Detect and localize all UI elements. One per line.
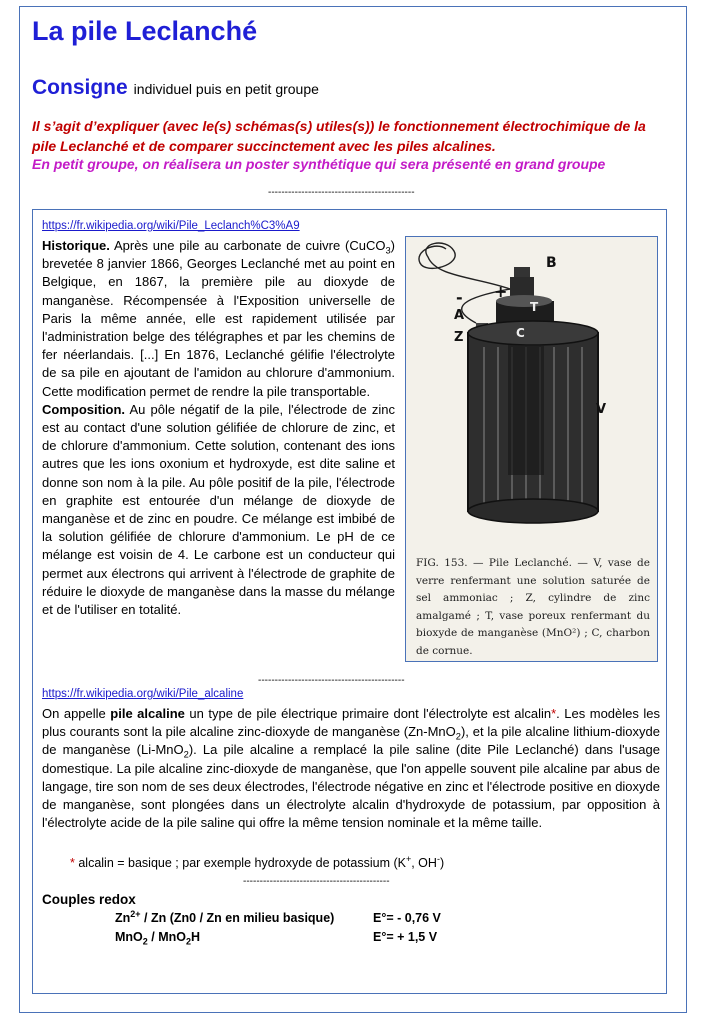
alcaline-text-c: ), et la pile alcaline lithium-dioxyde de manganèse (Li-MnO bbox=[42, 724, 660, 758]
composition-heading: Composition. bbox=[42, 401, 126, 417]
composition-text: Au pôle négatif de la pile, l'électrode de zinc est au contact d'une solution gélifiée de chlorure de zinc, et de chlorure d'ammonium. Cette solution, contenant des ions autres que les ions oxonium et hydroxyde, est dite saline et donne son nom à la pile. Au pôle positif de la pile, l'électrode en graphite est entourée d'un mélange de dioxyde de manganèse et de zinc en poudre. Ce mélange est imbibé de la solution gélifiée de chlorure d'ammonium. Le pH de ce mélange est voisin de 4. Le carbone est un conducteur qui permet aux électrons qui arrivent à l'électrode de graphite de réduire le dioxyde de manganèse dans la masse du mélange et de l'utiliser en totalité. bbox=[42, 401, 395, 618]
alcaline-star: * bbox=[551, 706, 557, 721]
redox-couple-zn: $Zn^{2+}$ / Zn (Zn0 / Zn en milieu basique) bbox=[115, 908, 335, 925]
footnote-text-c: ) bbox=[439, 856, 445, 870]
leclanche-figure bbox=[405, 236, 658, 662]
redox-couple-mno2: MnO$_2$ / MnO$_2$H bbox=[115, 930, 201, 947]
figure-label-z: Z bbox=[454, 330, 464, 345]
consigne-subtitle: individuel puis en petit groupe bbox=[133, 81, 319, 97]
instruction-text: Il s’agit d’expliquer (avec le(s) schémas(s) utiles(s)) le fonctionnement électrochimique de la pile Leclanché et de comparer succinctement avec les piles alcalines. bbox=[32, 118, 646, 154]
separator-bottom: -------------------------------------------- bbox=[243, 876, 390, 887]
figure-label-b: B bbox=[546, 255, 557, 271]
alcaline-term: pile alcaline bbox=[110, 706, 185, 721]
redox-potential-mno2: E°= + 1,5 V bbox=[373, 930, 438, 944]
figure-label-v: V bbox=[596, 402, 607, 417]
redox-zn-species: Zn bbox=[115, 911, 131, 925]
redox-potential-zn: E°= - 0,76 V bbox=[373, 911, 441, 925]
historique-heading: Historique. bbox=[42, 238, 110, 253]
historique-text-a: Après une pile au carbonate de cuivre (CuCO bbox=[109, 238, 386, 253]
footnote-text-b: , OH bbox=[411, 856, 437, 870]
separator-middle: -------------------------------------------- bbox=[258, 675, 405, 686]
group-instruction-text: En petit groupe, on réalisera un poster synthétique qui sera présenté en grand groupe bbox=[32, 156, 606, 172]
figure-label-t: T bbox=[530, 300, 539, 314]
alcaline-intro: On appelle bbox=[42, 706, 111, 721]
figure-label-plus: + bbox=[494, 282, 508, 301]
footnote-text-a: alcalin = basique ; par exemple hydroxyde de potassium (K bbox=[74, 856, 406, 870]
figure-label-minus: - bbox=[456, 288, 463, 307]
figure-caption: FIG. 153. — Pile Leclanché. — V, vase de verre renfermant une solution saturée de sel ammoniac ; Z, cylindre de zinc amalgamé ; T, vase poreux renfermant du bioxyde de manganèse (MnO²) ; C, charbon de cornue. bbox=[416, 557, 650, 657]
redox-zn-rest: / Zn (Zn0 / Zn en milieu basique) bbox=[140, 911, 335, 925]
footnote-star: * bbox=[70, 856, 75, 870]
alcaline-text-a: un type de pile électrique primaire dont l'électrolyte est alcalin bbox=[184, 706, 552, 721]
couples-redox-title: Couples redox bbox=[42, 892, 136, 907]
redox-mno2-end: H bbox=[191, 930, 201, 944]
figure-label-a: A bbox=[454, 308, 465, 323]
page-title: La pile Leclanché bbox=[32, 16, 258, 46]
alcaline-text-b: . Les modèles les plus courants sont la pile alcaline zinc-dioxyde de manganèse (Zn-MnO bbox=[42, 706, 660, 740]
historique-text-b: ) brevetée 8 janvier 1866, Georges Leclanché met au point en Belgique, en 1867, la première pile au dioxyde de manganèse. Récompensée à l'Exposition universelle de Paris la même année, elle est rapidement utilisée par l'administration belge des télégraphes et par les chemins de fer néerlandais. [...] En 1876, Leclanché gélifie l'électrolyte de sa pile en ajoutant de l'amidon au chlorure d'ammonium. Cette modification permet de rendre la pile transportable. bbox=[42, 238, 395, 399]
redox-mno2-middle: / MnO bbox=[147, 930, 186, 944]
consigne-heading bbox=[32, 76, 319, 100]
separator-top: -------------------------------------------- bbox=[268, 187, 415, 198]
leclanche-cell-illustration bbox=[406, 237, 658, 552]
wikipedia-link-leclanche[interactable]: https://fr.wikipedia.org/wiki/Pile_Leclanch%C3%A9 bbox=[42, 220, 300, 232]
wikipedia-link-alcaline[interactable]: https://fr.wikipedia.org/wiki/Pile_alcaline bbox=[42, 688, 244, 700]
consigne-title: Consigne bbox=[32, 76, 128, 99]
redox-mno2-species: MnO bbox=[115, 930, 143, 944]
alcaline-paragraph: On appelle pile alcaline un type de pile électrique primaire dont l'électrolyte est alcalin*. Les modèles les plus courants sont la pile alcaline zinc-dioxyde de manganèse (Zn-MnO$_2$), et la pile alcaline lithium-dioxyde de manganèse (Li-MnO$_2$). La pile alcaline a remplacé la pile saline (dite Pile Leclanché) dans l'usage domestique. La pile alcaline zinc-dioxyde de manganèse, que l'on appelle souvent pile alcaline par abus de langage, tire son nom de ses deux électrodes, l'électrode négative en zinc et l'électrode positive en dioxyde de manganèse, sont plongées dans un électrolyte alcalin d'hydroxyde de potassium, par opposition à l'électrolyte acide de la pile saline qui offre la même tension nominale et la même taille. bbox=[42, 706, 660, 831]
footnote: * alcalin = basique ; par exemple hydroxyde de potassium (K+, OH-) bbox=[70, 853, 445, 870]
alcaline-text-d: ). La pile alcaline a remplacé la pile saline (dite Pile Leclanché) dans l'usage domestique. La pile alcaline zinc-dioxyde de manganèse, que l'on appelle souvent pile alcaline par abus de langage, tire son nom de ses deux électrodes, l'électrode négative en zinc et l'électrode positive en dioxyde de manganèse, sont plongées dans un électrolyte alcalin d'hydroxyde de potassium, par opposition à l'électrolyte acide de la pile saline qui offre la même tension nominale et la même taille. bbox=[42, 742, 660, 831]
historique-paragraph: Historique. Après une pile au carbonate de cuivre (CuCO$_3$) brevetée 8 janvier 1866, Georges Leclanché met au point en Belgique, en 1867, la première pile au dioxyde de manganèse. Récompensée à l'Exposition universelle de Paris la même année, elle est rapidement utilisée par l'administration belge des télégraphes et par les chemins de fer néerlandais. [...] En 1876, Leclanché gélifie l'électrolyte de sa pile en ajoutant de l'amidon au chlorure d'ammonium. Cette modification permet de rendre la pile transportable. Composition. Au pôle négatif de la pile, l'électrode de zinc est au contact d'une solution gélifiée de chlorure de zinc, et de chlorure d'ammonium. Cette solution, contenant des ions autres que les ions oxonium et hydroxyde, est dite saline et donne son nom à la pile. Au pôle positif de la pile, l'électrode en graphite est entourée d'un mélange de dioxyde de manganèse et de zinc en poudre. Ce mélange est imbibé de la solution gélifiée de chlorure d'ammonium. Le pH de ce mélange est voisin de 4. Le carbone est un conducteur qui permet aux électrons qui arrivent à l'électrode de graphite de réduire le dioxyde de manganèse dans la masse du mélange et de l'utiliser en totalité. bbox=[42, 238, 395, 618]
figure-label-c: C bbox=[516, 326, 525, 340]
